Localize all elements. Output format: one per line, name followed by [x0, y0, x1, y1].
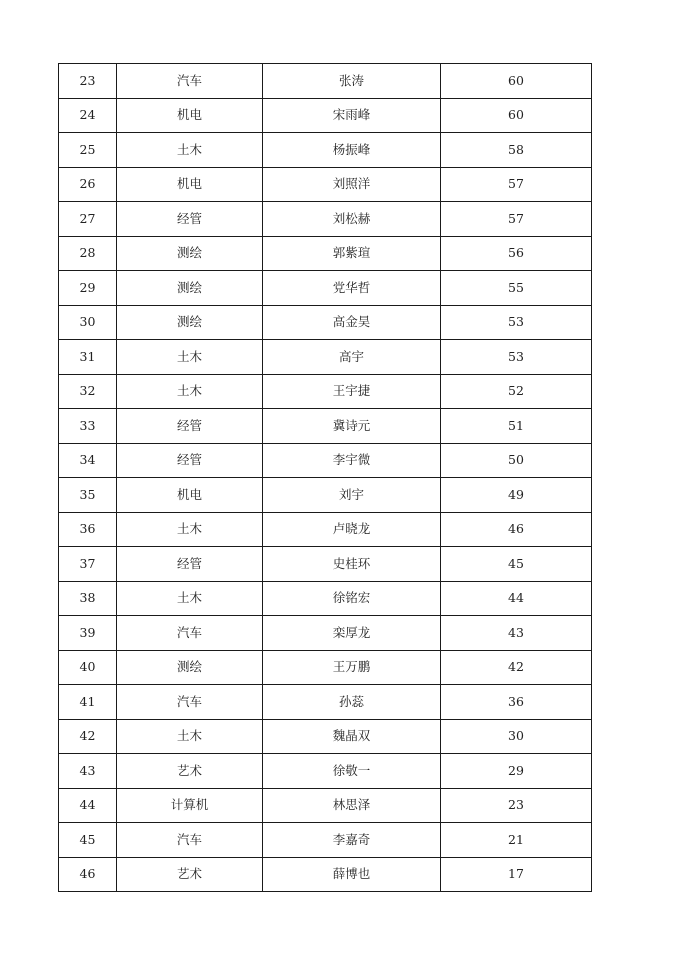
score-cell: 49	[441, 478, 592, 513]
row-number-cell: 32	[59, 374, 117, 409]
table-row	[59, 581, 592, 616]
major-cell: 机电	[117, 478, 263, 513]
score-cell: 53	[441, 340, 592, 375]
row-number-cell: 31	[59, 340, 117, 375]
row-number-cell: 36	[59, 512, 117, 547]
score-cell: 57	[441, 202, 592, 237]
major-cell: 经管	[117, 202, 263, 237]
table-row	[59, 857, 592, 892]
name-cell: 宋雨峰	[263, 98, 441, 133]
major-cell: 计算机	[117, 788, 263, 823]
row-number-cell: 37	[59, 547, 117, 582]
score-cell: 52	[441, 374, 592, 409]
table-row	[59, 823, 592, 858]
row-number-cell: 26	[59, 167, 117, 202]
score-cell: 57	[441, 167, 592, 202]
table-row	[59, 512, 592, 547]
table-row	[59, 409, 592, 444]
major-cell: 测绘	[117, 236, 263, 271]
table-row	[59, 374, 592, 409]
row-number-cell: 39	[59, 616, 117, 651]
score-cell: 42	[441, 650, 592, 685]
row-number-cell: 25	[59, 133, 117, 168]
table-row	[59, 202, 592, 237]
major-cell: 汽车	[117, 616, 263, 651]
score-cell: 17	[441, 857, 592, 892]
table-row	[59, 98, 592, 133]
major-cell: 测绘	[117, 650, 263, 685]
table-row	[59, 719, 592, 754]
name-cell: 郭紫瑄	[263, 236, 441, 271]
major-cell: 艺术	[117, 754, 263, 789]
row-number-cell: 40	[59, 650, 117, 685]
name-cell: 刘宇	[263, 478, 441, 513]
name-cell: 薛博也	[263, 857, 441, 892]
score-cell: 46	[441, 512, 592, 547]
name-cell: 史桂环	[263, 547, 441, 582]
table-row	[59, 547, 592, 582]
score-cell: 58	[441, 133, 592, 168]
table-row	[59, 133, 592, 168]
table-row	[59, 64, 592, 99]
name-cell: 李宇微	[263, 443, 441, 478]
name-cell: 王宇捷	[263, 374, 441, 409]
major-cell: 土木	[117, 581, 263, 616]
score-cell: 21	[441, 823, 592, 858]
score-cell: 29	[441, 754, 592, 789]
row-number-cell: 38	[59, 581, 117, 616]
name-cell: 高金昊	[263, 305, 441, 340]
table-row	[59, 616, 592, 651]
row-number-cell: 41	[59, 685, 117, 720]
table-row	[59, 443, 592, 478]
score-cell: 55	[441, 271, 592, 306]
row-number-cell: 43	[59, 754, 117, 789]
row-number-cell: 46	[59, 857, 117, 892]
score-cell: 53	[441, 305, 592, 340]
major-cell: 机电	[117, 167, 263, 202]
table-row	[59, 478, 592, 513]
major-cell: 汽车	[117, 64, 263, 99]
table-row	[59, 685, 592, 720]
score-cell: 60	[441, 64, 592, 99]
table-row	[59, 305, 592, 340]
table-row	[59, 236, 592, 271]
major-cell: 机电	[117, 98, 263, 133]
row-number-cell: 30	[59, 305, 117, 340]
major-cell: 艺术	[117, 857, 263, 892]
row-number-cell: 44	[59, 788, 117, 823]
score-table	[58, 63, 592, 892]
name-cell: 党华哲	[263, 271, 441, 306]
score-cell: 50	[441, 443, 592, 478]
table-row	[59, 788, 592, 823]
score-cell: 60	[441, 98, 592, 133]
score-cell: 23	[441, 788, 592, 823]
major-cell: 经管	[117, 409, 263, 444]
name-cell: 刘松赫	[263, 202, 441, 237]
score-cell: 45	[441, 547, 592, 582]
name-cell: 张涛	[263, 64, 441, 99]
major-cell: 测绘	[117, 305, 263, 340]
row-number-cell: 35	[59, 478, 117, 513]
table-row	[59, 754, 592, 789]
row-number-cell: 29	[59, 271, 117, 306]
major-cell: 土木	[117, 340, 263, 375]
score-cell: 44	[441, 581, 592, 616]
row-number-cell: 42	[59, 719, 117, 754]
major-cell: 经管	[117, 443, 263, 478]
name-cell: 王万鹏	[263, 650, 441, 685]
name-cell: 栾厚龙	[263, 616, 441, 651]
table-row	[59, 167, 592, 202]
name-cell: 冀诗元	[263, 409, 441, 444]
name-cell: 孙蕊	[263, 685, 441, 720]
score-cell: 56	[441, 236, 592, 271]
name-cell: 魏晶双	[263, 719, 441, 754]
score-cell: 51	[441, 409, 592, 444]
row-number-cell: 27	[59, 202, 117, 237]
row-number-cell: 24	[59, 98, 117, 133]
row-number-cell: 34	[59, 443, 117, 478]
score-cell: 43	[441, 616, 592, 651]
major-cell: 测绘	[117, 271, 263, 306]
major-cell: 土木	[117, 133, 263, 168]
major-cell: 汽车	[117, 823, 263, 858]
table-row	[59, 650, 592, 685]
name-cell: 卢晓龙	[263, 512, 441, 547]
name-cell: 徐敬一	[263, 754, 441, 789]
row-number-cell: 28	[59, 236, 117, 271]
name-cell: 徐铭宏	[263, 581, 441, 616]
name-cell: 杨振峰	[263, 133, 441, 168]
major-cell: 土木	[117, 719, 263, 754]
row-number-cell: 33	[59, 409, 117, 444]
table-body	[59, 64, 592, 892]
table-row	[59, 271, 592, 306]
major-cell: 土木	[117, 512, 263, 547]
table-row	[59, 340, 592, 375]
major-cell: 土木	[117, 374, 263, 409]
score-cell: 36	[441, 685, 592, 720]
major-cell: 经管	[117, 547, 263, 582]
name-cell: 高宇	[263, 340, 441, 375]
row-number-cell: 45	[59, 823, 117, 858]
row-number-cell: 23	[59, 64, 117, 99]
name-cell: 李嘉奇	[263, 823, 441, 858]
name-cell: 林思泽	[263, 788, 441, 823]
score-cell: 30	[441, 719, 592, 754]
name-cell: 刘照洋	[263, 167, 441, 202]
major-cell: 汽车	[117, 685, 263, 720]
